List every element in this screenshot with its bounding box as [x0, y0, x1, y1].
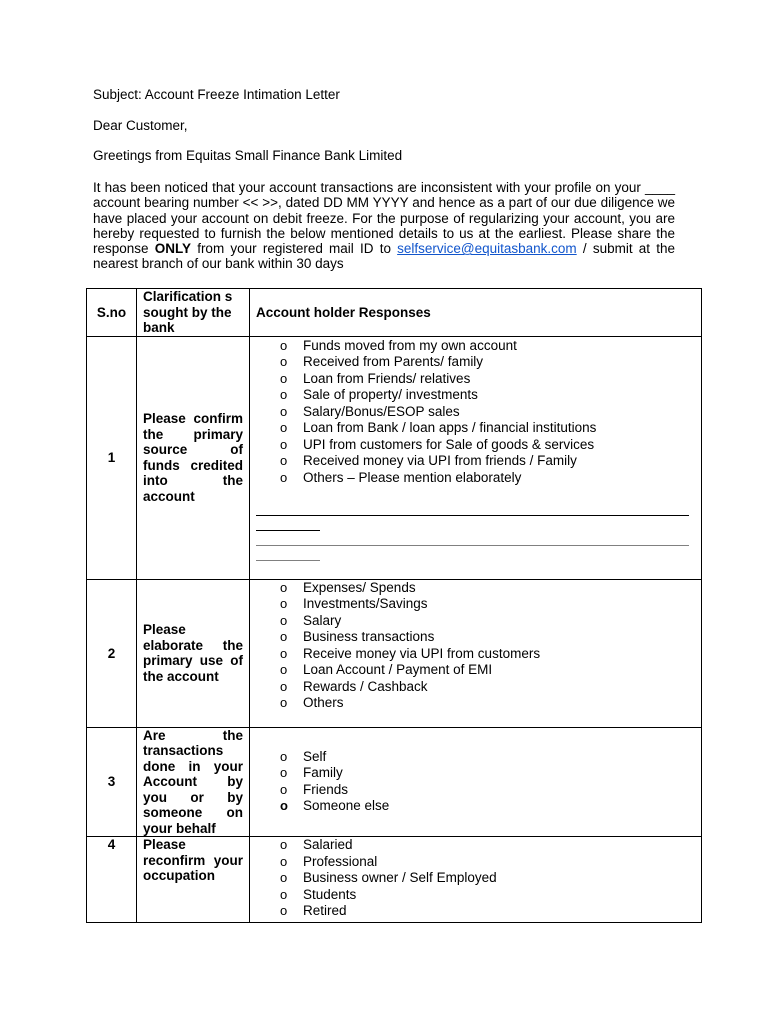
bullet-icon: o [280, 403, 288, 419]
letter-body [93, 180, 675, 272]
bullet-icon: o [280, 837, 288, 852]
response-option[interactable] [280, 338, 701, 355]
bullet-icon: o [280, 453, 288, 468]
table-row [87, 727, 702, 837]
bullet-icon: o [280, 798, 288, 814]
response-option[interactable] [280, 387, 701, 404]
option-label: Received money via UPI from friends / Family [303, 453, 577, 468]
option-label: UPI from customers for Sale of goods & services [303, 436, 595, 452]
body-text-1: It has been noticed that your account transactions are inconsistent with your profile on your ____ account bearing number << >>, dated DD MM YYYY and hence as a part of our due diligence we have placed your account on debit freeze. For the purpose of regularizing your account, you are hereby requested to furnish the below mentioned details to us at the earliest. Please share the response [93, 180, 675, 257]
bullet-icon: o [280, 370, 288, 386]
row-responses [250, 579, 702, 727]
body-text-2: from your registered mail ID to [191, 241, 398, 257]
response-options [250, 580, 701, 712]
response-option[interactable] [280, 646, 701, 663]
row-responses [250, 336, 702, 579]
row-question: Are the transactions done in your Account by you or by someone on your behalf [137, 727, 250, 837]
option-label: Investments/Savings [303, 596, 428, 611]
table-row [87, 837, 702, 923]
response-option[interactable] [280, 798, 701, 815]
option-label: Salary/Bonus/ESOP sales [303, 403, 460, 419]
row-sno: 3 [87, 727, 137, 837]
option-label: Others – Please mention elaborately [303, 469, 522, 485]
response-option[interactable] [280, 662, 701, 679]
bullet-icon: o [280, 781, 288, 797]
response-option[interactable] [280, 453, 701, 470]
letter-greeting: Greetings from Equitas Small Finance Bank Limited [93, 148, 403, 163]
response-options [250, 837, 701, 920]
response-option[interactable] [280, 887, 701, 904]
option-label: Receive money via UPI from customers [303, 645, 541, 661]
option-label: Sale of property/ investments [303, 387, 478, 402]
response-option[interactable] [280, 629, 701, 646]
table-header-row [87, 289, 702, 337]
response-option[interactable] [280, 765, 701, 782]
response-option[interactable] [280, 782, 701, 799]
response-option[interactable] [280, 679, 701, 696]
option-label: Someone else [303, 798, 390, 814]
table-row [87, 579, 702, 727]
bullet-icon: o [280, 765, 288, 781]
option-label: Expenses/ Spends [303, 579, 416, 595]
row-question: Please elaborate the primary use of the account [137, 579, 250, 727]
bullet-icon: o [280, 579, 288, 595]
option-label: Self [303, 748, 327, 764]
response-options [250, 749, 701, 815]
questionnaire-table [86, 288, 702, 923]
bullet-icon: o [280, 354, 288, 369]
option-label: Funds moved from my own account [303, 337, 517, 353]
response-option[interactable] [280, 613, 701, 630]
response-option[interactable] [280, 420, 701, 437]
response-options [250, 338, 701, 487]
response-option[interactable] [280, 354, 701, 371]
option-label: Retired [303, 903, 347, 918]
row-question: Please confirm the primary source of funds credited into the account [137, 336, 250, 579]
option-label: Loan Account / Payment of EMI [303, 662, 493, 677]
row-question: Please reconfirm your occupation [137, 837, 250, 923]
bullet-icon: o [280, 903, 288, 918]
option-label: Rewards / Cashback [303, 678, 428, 694]
row-sno: 4 [87, 837, 137, 923]
row-sno: 2 [87, 579, 137, 727]
email-link[interactable]: selfservice@equitasbank.com [397, 241, 577, 257]
row-sno: 1 [87, 336, 137, 579]
option-label: Business transactions [303, 629, 435, 644]
bullet-icon: o [280, 612, 288, 628]
response-option[interactable] [280, 470, 701, 487]
row-responses [250, 837, 702, 923]
response-option[interactable] [280, 437, 701, 454]
option-label: Students [303, 886, 357, 902]
letter-salutation: Dear Customer, [93, 118, 188, 133]
bullet-icon: o [280, 695, 288, 710]
bullet-icon: o [280, 469, 288, 485]
option-label: Loan from Friends/ relatives [303, 370, 471, 386]
response-option[interactable] [280, 580, 701, 597]
option-label: Friends [303, 781, 349, 797]
bullet-icon: o [280, 870, 288, 885]
option-label: Salary [303, 612, 342, 628]
response-option[interactable] [280, 371, 701, 388]
bullet-icon: o [280, 337, 288, 353]
letter-subject: Subject: Account Freeze Intimation Letter [93, 87, 340, 102]
header-sno: S.no [87, 289, 137, 337]
bullet-icon: o [280, 748, 288, 764]
bullet-icon: o [280, 629, 288, 644]
bullet-icon: o [280, 678, 288, 694]
response-option[interactable] [280, 870, 701, 887]
bullet-icon: o [280, 436, 288, 452]
response-option[interactable] [280, 903, 701, 920]
row-responses [250, 727, 702, 837]
response-option[interactable] [280, 596, 701, 613]
response-option[interactable] [280, 404, 701, 421]
header-responses: Account holder Responses [250, 289, 702, 337]
body-text-3: / submit at the nearest branch of our bank within 30 days [93, 241, 675, 272]
option-label: Family [303, 765, 343, 781]
option-label: Business owner / Self Employed [303, 870, 497, 885]
response-option[interactable] [280, 854, 701, 871]
header-clarification: Clarification s sought by the bank [137, 289, 250, 337]
bullet-icon: o [280, 387, 288, 402]
option-label: Received from Parents/ family [303, 354, 484, 369]
option-label: Salaried [303, 837, 353, 852]
write-in-line[interactable] [256, 560, 320, 561]
bullet-icon: o [280, 420, 288, 435]
bullet-icon: o [280, 662, 288, 677]
option-label: Others [303, 695, 344, 710]
bullet-icon: o [280, 596, 288, 611]
bullet-icon: o [280, 853, 288, 869]
response-option[interactable] [280, 837, 701, 854]
response-option[interactable] [280, 695, 701, 712]
response-option[interactable] [280, 749, 701, 766]
option-label: Professional [303, 853, 378, 869]
table-row [87, 336, 702, 579]
bullet-icon: o [280, 886, 288, 902]
body-emphasis: ONLY [154, 241, 191, 257]
option-label: Loan from Bank / loan apps / financial institutions [303, 420, 597, 435]
bullet-icon: o [280, 645, 288, 661]
